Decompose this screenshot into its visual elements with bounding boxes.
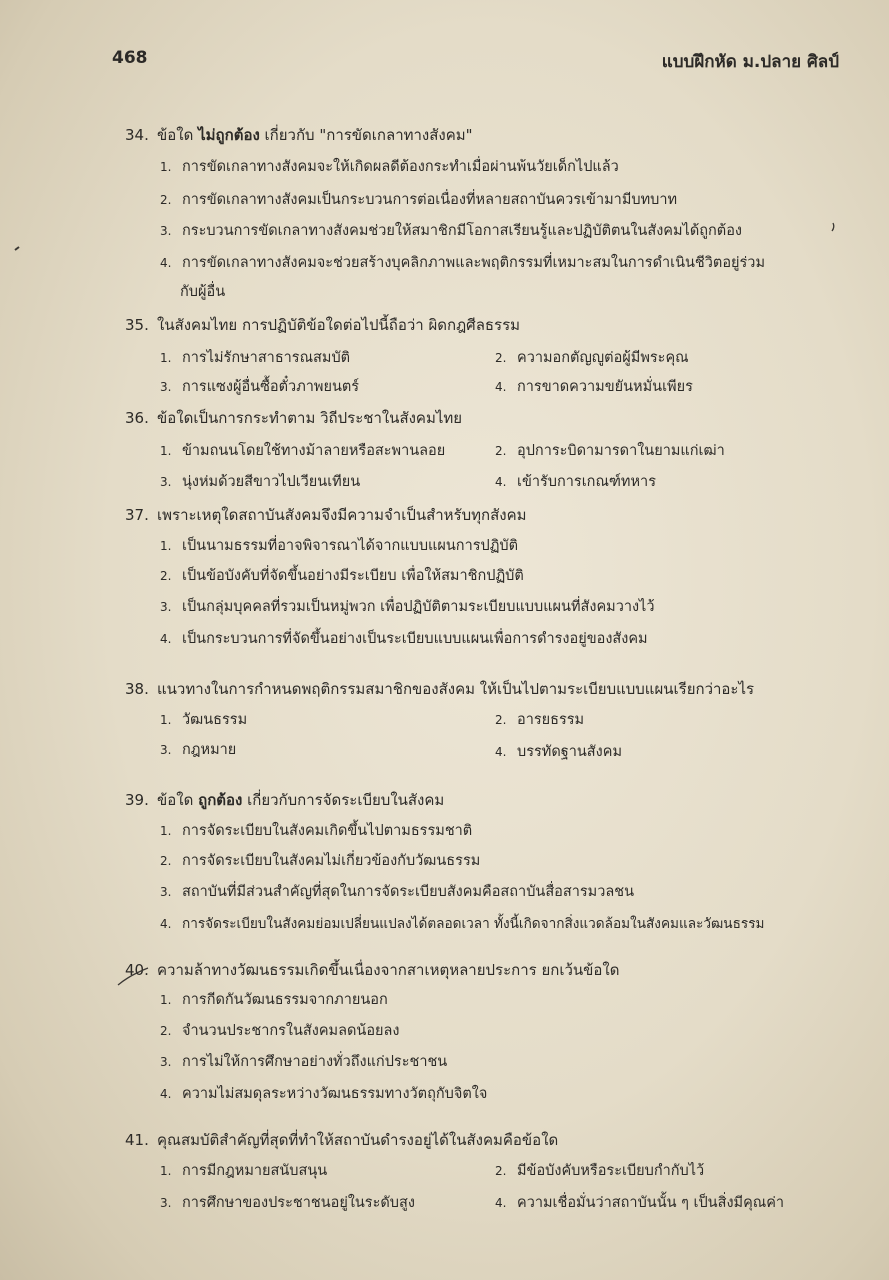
option-37-1: 1. เป็นนามธรรมที่อาจพิจารณาได้จากแบบแผนการปฏิบัติ — [160, 538, 519, 554]
pen-dot-mark — [15, 247, 19, 250]
option-41-2: 2. มีข้อบังคับหรือระเบียบกำกับไว้ — [495, 1163, 705, 1179]
option-35-3: 3. การแซงผู้อื่นซื้อตั๋วภาพยนตร์ — [160, 379, 360, 395]
option-34-2: 2. การขัดเกลาทางสังคมเป็นกระบวนการต่อเนื่องที่หลายสถาบันควรเข้ามามีบทบาท — [160, 192, 678, 208]
question-text-post: เกี่ยวกับ "การขัดเกลาทางสังคม" — [259, 126, 473, 144]
question-number: 34. — [125, 126, 149, 144]
question-36: 36. ข้อใดเป็นการกระทำตาม วิถีประชาในสังคมไทย — [125, 409, 463, 427]
question-emphasis: ถูกต้อง — [198, 791, 243, 809]
option-40-3: 3. การไม่ให้การศึกษาอย่างทั่วถึงแก่ประชาชน — [160, 1054, 448, 1070]
option-39-3: 3. สถาบันที่มีส่วนสำคัญที่สุดในการจัดระเบียบสังคมคือสถาบันสื่อสารมวลชน — [160, 884, 634, 900]
question-39: 39. ข้อใด ถูกต้อง เกี่ยวกับการจัดระเบียบในสังคม — [125, 791, 445, 809]
option-37-2: 2. เป็นข้อบังคับที่จัดขึ้นอย่างมีระเบียบ เพื่อให้สมาชิกปฏิบัติ — [160, 568, 524, 584]
option-38-1: 1. วัฒนธรรม — [160, 712, 248, 728]
question-38: 38. แนวทางในการกำหนดพฤติกรรมสมาชิกของสังคม ให้เป็นไปตามระเบียบแบบแผนเรียกว่าอะไร — [125, 680, 755, 698]
question-40: 40. ความล้าทางวัฒนธรรมเกิดขึ้นเนื่องจากสาเหตุหลายประการ ยกเว้นข้อใด — [125, 961, 620, 979]
option-38-2: 2. อารยธรรม — [495, 712, 585, 728]
option-36-2: 2. อุปการะบิดามารดาในยามแก่เฒ่า — [495, 443, 725, 459]
question-emphasis: ไม่ถูกต้อง — [198, 126, 260, 144]
option-35-2: 2. ความอกตัญญูต่อผู้มีพระคุณ — [495, 350, 689, 366]
option-37-3: 3. เป็นกลุ่มบุคคลที่รวมเป็นหมู่พวก เพื่อปฏิบัติตามระเบียบแบบแผนที่สังคมวางไว้ — [160, 599, 655, 615]
question-41: 41. คุณสมบัติสำคัญที่สุดที่ทำให้สถาบันดำรงอยู่ได้ในสังคมคือข้อใด — [125, 1131, 559, 1149]
option-34-1: 1. การขัดเกลาทางสังคมจะให้เกิดผลดีต้องกระทำเมื่อผ่านพ้นวัยเด็กไปแล้ว — [160, 159, 619, 175]
option-40-4: 4. ความไม่สมดุลระหว่างวัฒนธรรมทางวัตถุกับจิตใจ — [160, 1086, 488, 1102]
option-39-2: 2. การจัดระเบียบในสังคมไม่เกี่ยวข้องกับวัฒนธรรม — [160, 853, 481, 869]
option-38-4: 4. บรรทัดฐานสังคม — [495, 744, 622, 760]
option-37-4: 4. เป็นกระบวนการที่จัดขึ้นอย่างเป็นระเบียบแบบแผนเพื่อการดำรงอยู่ของสังคม — [160, 631, 648, 647]
book-title: แบบฝึกหัด ม.ปลาย ศิลป์ — [661, 52, 839, 72]
option-36-3: 3. นุ่งห่มด้วยสีขาวไปเวียนเทียน — [160, 474, 361, 490]
option-39-4: 4. การจัดระเบียบในสังคมย่อมเปลี่ยนแปลงได้ตลอดเวลา ทั้งนี้เกิดจากสิ่งแวดล้อมในสังคมและวัฒนธรรม — [160, 916, 765, 932]
option-35-4: 4. การขาดความขยันหมั่นเพียร — [495, 379, 693, 395]
option-36-4: 4. เข้ารับการเกณฑ์ทหาร — [495, 474, 656, 490]
option-40-1: 1. การกีดกันวัฒนธรรมจากภายนอก — [160, 992, 388, 1008]
option-35-1: 1. การไม่รักษาสาธารณสมบัติ — [160, 350, 351, 366]
option-34-4-continuation: กับผู้อื่น — [180, 284, 226, 300]
pen-tick-mark — [832, 223, 834, 231]
option-41-1: 1. การมีกฎหมายสนับสนุน — [160, 1163, 328, 1179]
option-41-4: 4. ความเชื่อมั่นว่าสถาบันนั้น ๆ เป็นสิ่งมีคุณค่า — [495, 1195, 785, 1211]
pen-stroke-mark — [118, 968, 148, 985]
question-text-pre: ข้อใด — [157, 126, 199, 144]
option-40-2: 2. จำนวนประชากรในสังคมลดน้อยลง — [160, 1023, 400, 1039]
option-38-3: 3. กฎหมาย — [160, 742, 237, 758]
option-39-1: 1. การจัดระเบียบในสังคมเกิดขึ้นไปตามธรรมชาติ — [160, 823, 473, 839]
option-41-3: 3. การศึกษาของประชาชนอยู่ในระดับสูง — [160, 1195, 415, 1211]
question-37: 37. เพราะเหตุใดสถาบันสังคมจึงมีความจำเป็นสำหรับทุกสังคม — [125, 506, 527, 524]
option-34-3: 3. กระบวนการขัดเกลาทางสังคมช่วยให้สมาชิกมีโอกาสเรียนรู้และปฏิบัติตนในสังคมได้ถูกต้อง — [160, 223, 742, 239]
page-number: 468 — [112, 48, 148, 68]
option-34-4: 4. การขัดเกลาทางสังคมจะช่วยสร้างบุคลิกภาพและพฤติกรรมที่เหมาะสมในการดำเนินชีวิตอยู่ร่วม — [160, 255, 766, 271]
option-36-1: 1. ข้ามถนนโดยใช้ทางม้าลายหรือสะพานลอย — [160, 443, 446, 459]
question-35: 35. ในสังคมไทย การปฏิบัติข้อใดต่อไปนี้ถือว่า ผิดกฎศีลธรรม — [125, 316, 521, 334]
